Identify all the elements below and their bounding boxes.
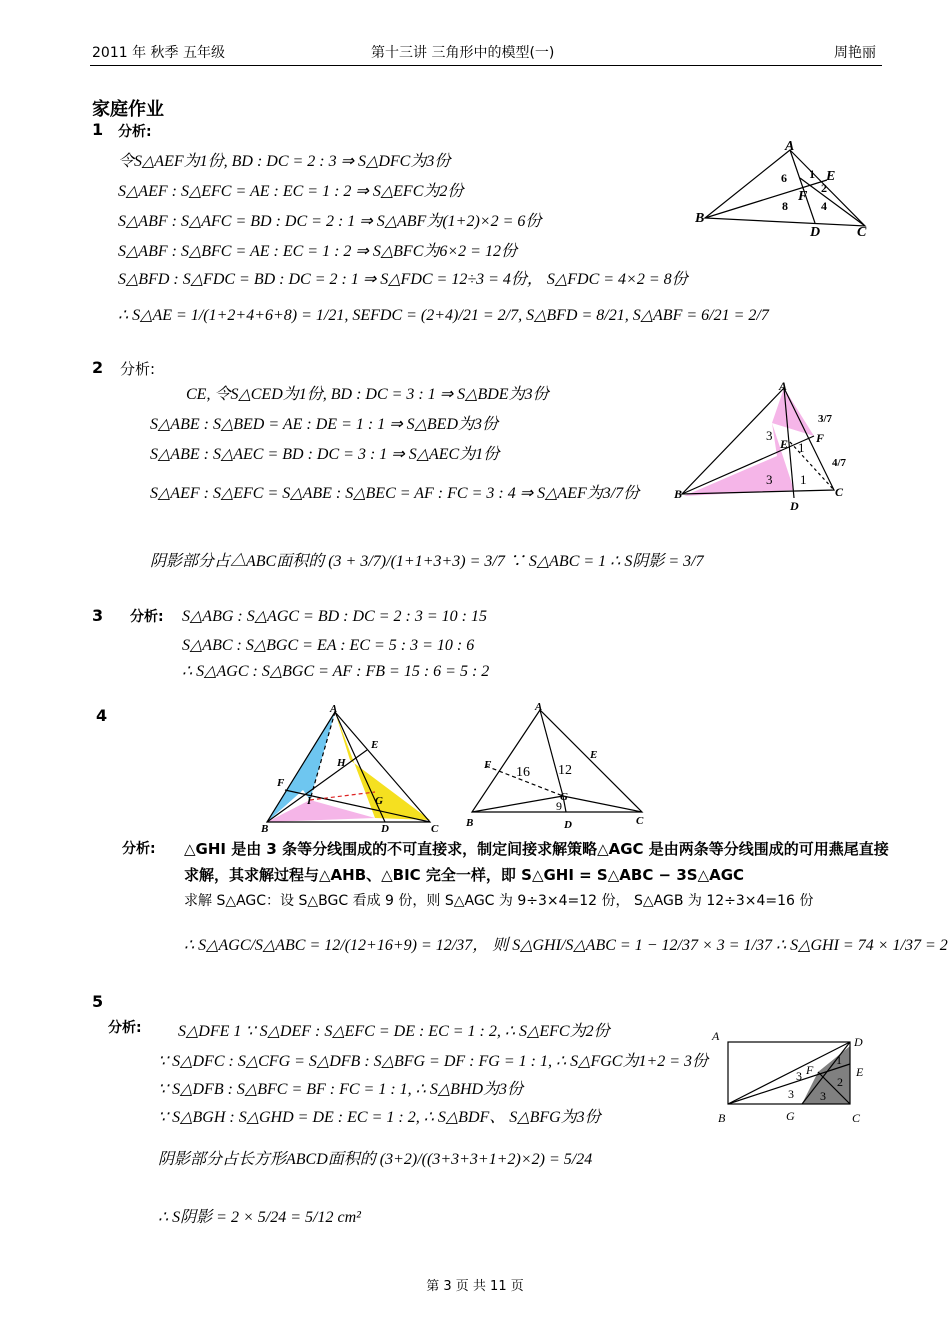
area-label: 3 <box>788 1087 794 1101</box>
problem-5-line: 阴影部分占长方形ABCD面积的 (3+2)/((3+3+3+1+2)×2) = 5/24 <box>158 1151 593 1168</box>
header-center: 第十三讲 三角形中的模型(一) <box>371 45 555 61</box>
segment-be <box>705 180 827 218</box>
area-label: 1 <box>809 167 815 181</box>
area-label: 1 <box>800 472 807 487</box>
point-f-label: F <box>806 1063 814 1077</box>
problem-4-number: 4 <box>96 706 108 725</box>
point-b-label: B <box>466 817 474 829</box>
area-label: 1 <box>798 440 805 455</box>
problem-1-line: S△ABF : S△AFC = BD : DC = 2 : 1 ⇒ S△ABF为(1+2)×2 = 6份 <box>118 213 542 230</box>
problem-2-line: S△ABE : S△BED = AE : DE = 1 : 1 ⇒ S△BED为3份 <box>150 416 499 433</box>
point-f-label: F <box>277 777 285 789</box>
point-e-label: E <box>780 437 789 451</box>
area-label: 12 <box>558 763 572 778</box>
problem-1-line: 令S△AEF为1份, BD : DC = 2 : 3 ⇒ S△DFC为3份 <box>118 153 451 170</box>
problem-4-figure-right <box>460 700 650 835</box>
problem-3-line: S△ABC : S△BGC = EA : EC = 5 : 3 = 10 : 6 <box>182 637 475 654</box>
problem-3-line: ∴ S△AGC : S△BGC = AF : FB = 15 : 6 = 5 : 2 <box>182 663 490 680</box>
point-d-label: D <box>564 819 572 831</box>
point-d-label: D <box>810 225 821 240</box>
problem-1-line: S△AEF : S△EFC = AE : EC = 1 : 2 ⇒ S△EFC为2份 <box>118 183 464 200</box>
header-rule <box>90 65 882 66</box>
fraction-label: 3/7 <box>818 413 833 425</box>
area-label: 3 <box>820 1089 826 1103</box>
point-b-label: B <box>674 487 683 501</box>
point-b-label: B <box>695 211 705 226</box>
problem-1-line: S△ABF : S△BFC = AE : EC = 1 : 2 ⇒ S△BFC为6×2 = 12份 <box>118 243 517 260</box>
point-e-label: E <box>590 749 598 761</box>
problem-3-label: 分析: <box>130 609 164 625</box>
problem-5-number: 5 <box>92 992 104 1011</box>
point-e-label: E <box>826 169 836 184</box>
point-d-label: D <box>790 499 799 513</box>
problem-4-intro: △GHI 是由 3 条等分线围成的不可直接求，制定间接求解策略△AGC 是由两条等分线围成的可用燕尾直接求解，其求解过程与△AHB、△BIC 完全一样，即 S△GHI = S△ABC − 3S△AGC <box>184 840 889 884</box>
triangle-abc <box>705 150 865 226</box>
segment-ec <box>790 442 834 490</box>
shaded-region <box>772 388 814 436</box>
fraction-label: 4/7 <box>832 457 847 469</box>
area-label: 3 <box>766 428 773 443</box>
point-c-label: C <box>431 823 439 835</box>
area-label: 16 <box>516 765 530 780</box>
page-title: 家庭作业 <box>92 99 164 120</box>
problem-2-line: S△ABE : S△AEC = BD : DC = 3 : 1 ⇒ S△AEC为1份 <box>150 446 500 463</box>
problem-1-number: 1 <box>92 120 104 139</box>
point-c-label: C <box>857 225 867 240</box>
problem-3-number: 3 <box>92 606 104 625</box>
point-a-label: A <box>535 701 543 713</box>
point-b-label: B <box>718 1111 726 1125</box>
segment-bg <box>472 796 563 812</box>
point-g-label: G <box>375 795 383 807</box>
problem-5-line: ∵ S△DFB : S△BFC = BF : FC = 1 : 1, ∴ S△BHD为3份 <box>158 1081 524 1098</box>
problem-1-label: 分析: <box>118 124 152 140</box>
problem-1-conclusion: ∴ S△AE = 1/(1+2+4+6+8) = 1/21, SEFDC = (2+4)/21 = 2/7, S△BFD = 8/21, S△ABF = 6/21 = 2/7 <box>118 307 769 324</box>
point-a-label: A <box>712 1029 720 1043</box>
point-f-label: F <box>816 431 825 445</box>
point-e-label: E <box>371 739 379 751</box>
point-c-label: C <box>636 815 644 827</box>
problem-2-conclusion: 阴影部分占△ABC面积的 (3 + 3/7)/(1+1+3+3) = 3/7 ∵ S△ABC = 1 ∴ S阴影 = 3/7 <box>150 553 704 570</box>
header-right: 周艳丽 <box>834 45 876 61</box>
area-label: 3 <box>796 1069 802 1083</box>
area-label: 4 <box>821 199 827 213</box>
point-g-label: G <box>560 791 568 803</box>
problem-3-line: S△ABG : S△AGC = BD : DC = 2 : 3 = 10 : 15 <box>182 608 487 625</box>
area-label: 8 <box>782 199 788 213</box>
problem-2-line: CE, 令S△CED为1份, BD : DC = 3 : 1 ⇒ S△BDE为3份 <box>186 386 549 403</box>
point-f-label: F <box>798 189 808 204</box>
problem-1-figure <box>695 140 880 240</box>
segment-cg <box>563 796 642 812</box>
point-f-label: F <box>484 759 492 771</box>
problem-2-label: 分析: <box>120 360 156 378</box>
problem-4-conclusion: ∴ S△AGC/S△ABC = 12/(12+16+9) = 12/37， 则 S△GHI/S△ABC = 1 − 12/37 × 3 = 1/37 ∴ S△GHI = 74 × 1/37 = 2 <box>184 937 948 954</box>
problem-5-line: S△DFE 1 ∵ S△DEF : S△EFC = DE : EC = 1 : 2, ∴ S△EFC为2份 <box>178 1023 610 1040</box>
problem-5-label: 分析: <box>108 1020 142 1036</box>
point-a-label: A <box>330 703 338 715</box>
point-c-label: C <box>835 485 844 499</box>
point-d-label: D <box>854 1035 863 1049</box>
point-a-label: A <box>779 379 788 393</box>
point-d-label: D <box>381 823 389 835</box>
dashed-line <box>310 792 375 800</box>
point-g-label: G <box>786 1109 795 1123</box>
area-label: 3 <box>766 472 773 487</box>
problem-5-line: ∵ S△BGH : S△GHD = DE : EC = 1 : 2, ∴ S△BDF、 S△BFG为3份 <box>158 1109 601 1126</box>
area-label: 2 <box>821 181 827 195</box>
point-c-label: C <box>852 1111 861 1125</box>
problem-5-conclusion: ∴ S阴影 = 2 × 5/24 = 5/12 cm² <box>158 1209 361 1226</box>
point-e-label: E <box>856 1065 864 1079</box>
problem-5-figure <box>710 1024 880 1128</box>
page-footer: 第 3 页 共 11 页 <box>426 1279 524 1294</box>
point-a-label: A <box>785 140 795 154</box>
problem-4-figure-left <box>255 700 445 835</box>
point-i-label: I <box>307 795 312 807</box>
point-h-label: H <box>337 757 346 769</box>
header-left: 2011 年 秋季 五年级 <box>92 45 225 61</box>
area-label: 2 <box>837 1075 843 1089</box>
area-label: 1 <box>836 1053 842 1067</box>
area-label: 6 <box>781 171 787 185</box>
problem-4-line: 求解 S△AGC：设 S△BGC 看成 9 份，则 S△AGC 为 9÷3×4=12 份， S△AGB 为 12÷3×4=16 份 <box>184 893 814 909</box>
problem-1-line: S△BFD : S△FDC = BD : DC = 2 : 1 ⇒ S△FDC = 12÷3 = 4份， S△FDC = 4×2 = 8份 <box>118 271 688 288</box>
problem-2-figure <box>672 378 852 518</box>
point-b-label: B <box>261 823 269 835</box>
segment-ag <box>540 710 563 796</box>
problem-4-label: 分析: <box>122 841 156 857</box>
problem-5-line: ∵ S△DFC : S△CFG = S△DFB : S△BFG = DF : FG = 1 : 1, ∴ S△FGC为1+2 = 3份 <box>158 1053 709 1070</box>
area-label: 9 <box>556 799 562 813</box>
problem-2-number: 2 <box>92 358 104 377</box>
segment-fc <box>800 178 865 226</box>
problem-2-line: S△AEF : S△EFC = S△ABE : S△BEC = AF : FC = 3 : 4 ⇒ S△AEF为3/7份 <box>150 485 640 502</box>
